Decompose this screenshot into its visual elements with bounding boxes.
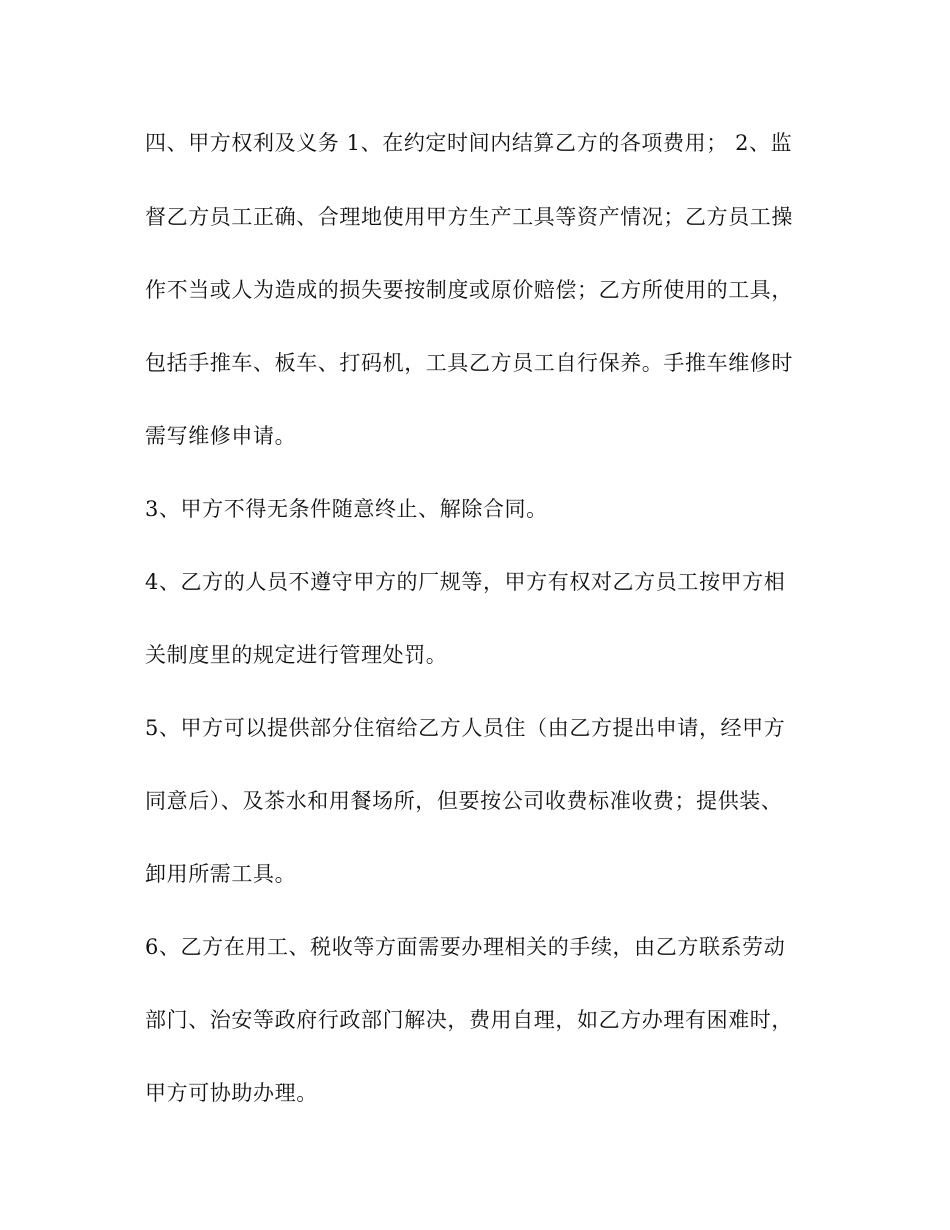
clause-5-line: 5、甲方可以提供部分住宿给乙方人员住（由乙方提出申请，经甲方 <box>145 716 786 740</box>
paragraph-line: 作不当或人为造成的损失要按制度或原价赔偿；乙方所使用的工具， <box>145 278 793 302</box>
clause-5-line: 同意后）、及茶水和用餐场所，但要按公司收费标准收费；提供装、 <box>145 789 783 813</box>
paragraph-line: 需写维修申请。 <box>145 424 297 448</box>
clause-3-line: 3、甲方不得无条件随意终止、解除合同。 <box>145 497 548 521</box>
clause-6-line: 6、乙方在用工、税收等方面需要办理相关的手续，由乙方联系劳动 <box>145 935 786 959</box>
clause-5-line: 卸用所需工具。 <box>145 862 297 886</box>
clause-6-line: 部门、治安等政府行政部门解决，费用自理，如乙方办理有困难时， <box>145 1008 793 1032</box>
clause-4-line: 4、乙方的人员不遵守甲方的厂规等，甲方有权对乙方员工按甲方相 <box>145 570 786 594</box>
paragraph-line: 包括手推车、板车、打码机，工具乙方员工自行保养。手推车维修时 <box>145 351 793 375</box>
paragraph-line-section-4-start: 四、甲方权利及义务 1、在约定时间内结算乙方的各项费用； 2、监 <box>145 131 793 155</box>
paragraph-line: 督乙方员工正确、合理地使用甲方生产工具等资产情况；乙方员工操 <box>145 205 793 229</box>
clause-4-line: 关制度里的规定进行管理处罚。 <box>145 643 448 667</box>
clause-6-line: 甲方可协助办理。 <box>145 1081 318 1105</box>
